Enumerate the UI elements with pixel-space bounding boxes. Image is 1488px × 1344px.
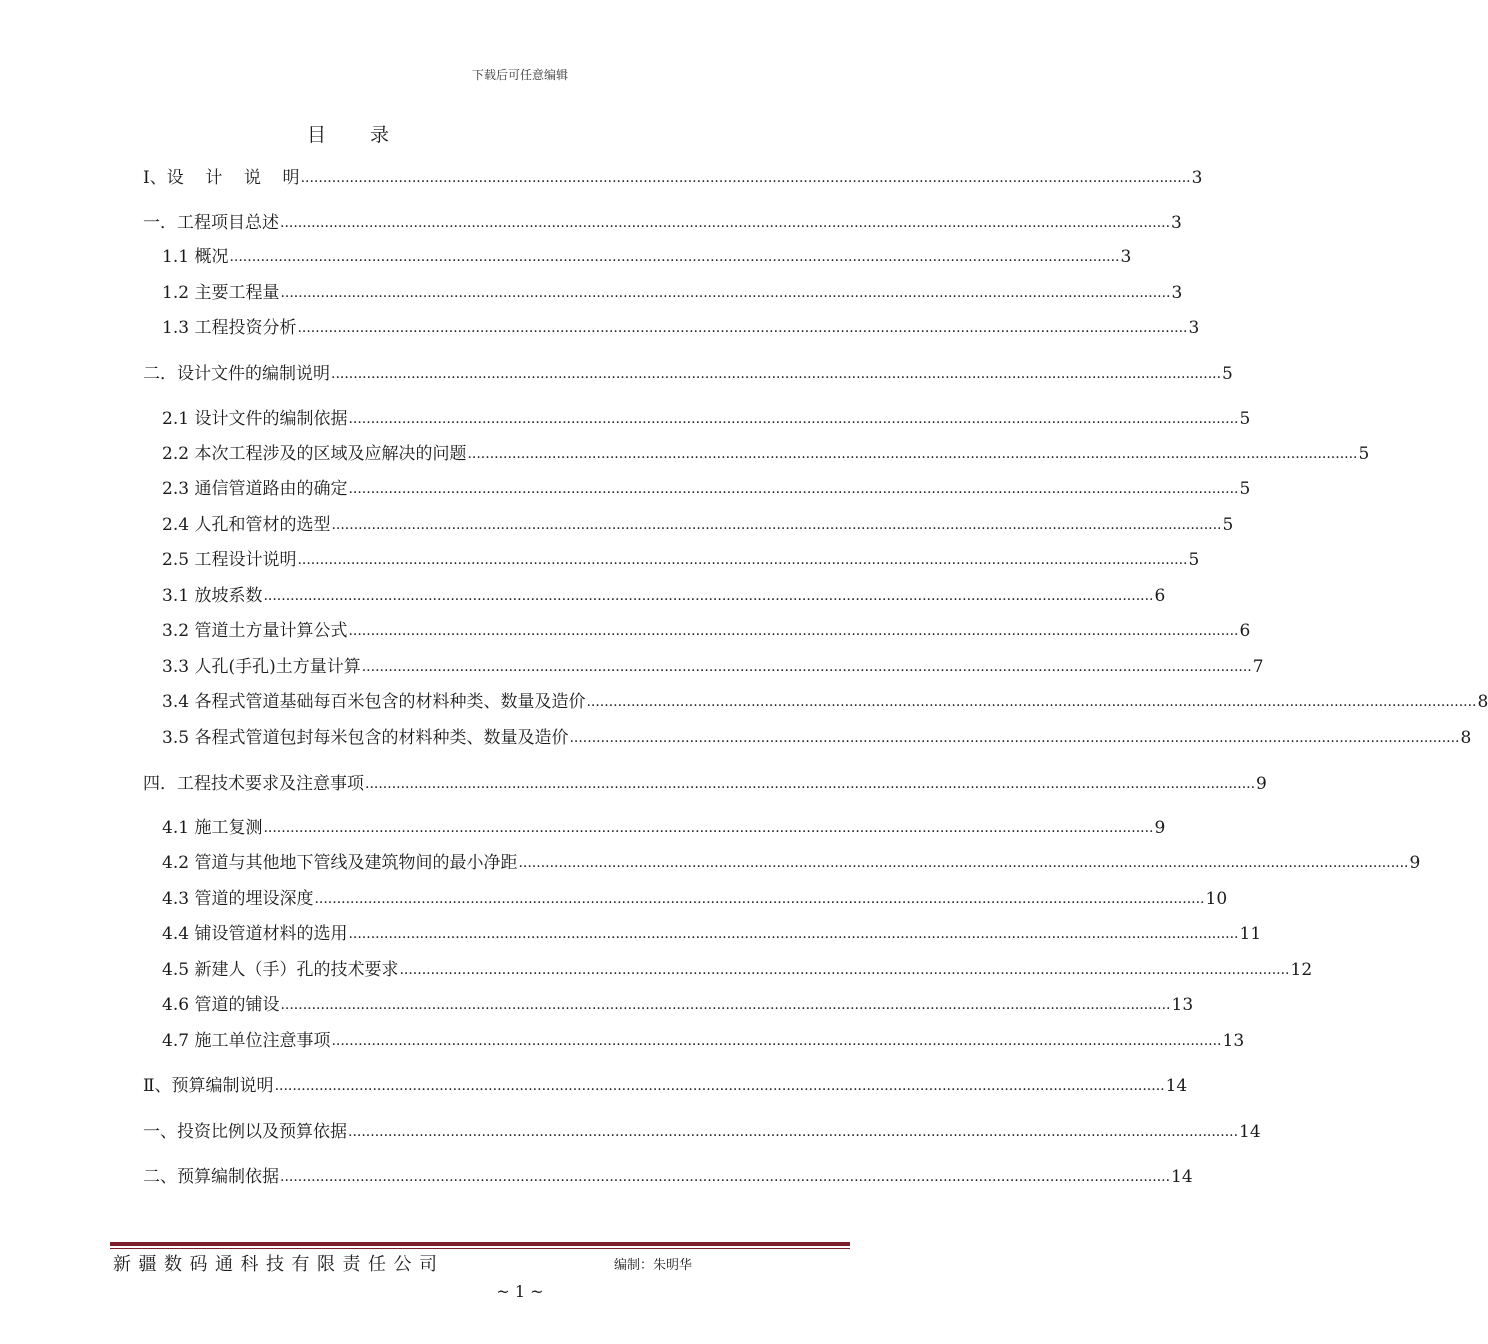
toc-entry-page: 12 xyxy=(1290,960,1313,980)
toc-entry[interactable] xyxy=(162,688,1488,712)
toc-entry-page: 3 xyxy=(1188,318,1200,338)
toc-entry-label: 3.3 人孔(手孔)土方量计算 xyxy=(162,657,361,677)
toc-entry-page: 6 xyxy=(1154,586,1166,606)
toc-entry-label: 4.1 施工复测 xyxy=(162,818,263,838)
toc-entry-page: 9 xyxy=(1256,774,1267,794)
toc-entry[interactable] xyxy=(143,770,1267,794)
toc-entry[interactable] xyxy=(162,314,1200,338)
toc-entry-page: 14 xyxy=(1239,1122,1261,1142)
toc-leader-dots: ........................................................................................................................................................................................................ xyxy=(331,1033,1222,1049)
toc-leader-dots: ........................................................................................................................................................................................................ xyxy=(586,694,1477,710)
toc-entry[interactable] xyxy=(143,1118,1261,1142)
toc-leader-dots: ........................................................................................................................................................................................................ xyxy=(280,215,1171,231)
toc-entry[interactable] xyxy=(162,653,1264,677)
editor-credit: 编制：朱明华 xyxy=(614,1258,693,1273)
toc-entry[interactable] xyxy=(162,475,1251,499)
company-name: 新疆数码通科技有限责任公司 xyxy=(113,1254,445,1275)
toc-entry[interactable] xyxy=(143,209,1182,233)
toc-entry[interactable] xyxy=(162,956,1313,980)
toc-entry-page: 6 xyxy=(1239,621,1251,641)
toc-entry[interactable] xyxy=(162,920,1262,944)
header-watermark: 下载后可任意编辑 xyxy=(471,68,568,82)
toc-leader-dots: ........................................................................................................................................................................................................ xyxy=(467,446,1358,462)
toc-entry-label: I、设 计 说 明 xyxy=(143,168,300,188)
toc-leader-dots: ........................................................................................................................................................................................................ xyxy=(280,285,1171,301)
toc-entry-label: 4.7 施工单位注意事项 xyxy=(162,1031,331,1051)
toc-leader-dots: ........................................................................................................................................................................................................ xyxy=(348,1124,1239,1140)
toc-entry-label: 4.6 管道的铺设 xyxy=(162,995,280,1015)
toc-entry[interactable] xyxy=(162,546,1200,570)
toc-entry-label: 四．工程技术要求及注意事项 xyxy=(143,774,364,794)
toc-entry-page: 3 xyxy=(1120,247,1132,267)
toc-entry-label: 1.3 工程投资分析 xyxy=(162,318,297,338)
toc-entry[interactable] xyxy=(143,164,1203,188)
toc-entry-label: 二、预算编制依据 xyxy=(143,1167,279,1187)
toc-leader-dots: ........................................................................................................................................................................................................ xyxy=(297,320,1188,336)
toc-leader-dots: ........................................................................................................................................................................................................ xyxy=(569,730,1460,746)
toc-entry-page: 5 xyxy=(1239,409,1251,429)
toc-entry-page: 9 xyxy=(1154,818,1166,838)
toc-entry[interactable] xyxy=(162,440,1370,464)
toc-entry-label: 1.1 概况 xyxy=(162,247,229,267)
toc-entry[interactable] xyxy=(162,849,1421,873)
toc-leader-dots: ........................................................................................................................................................................................................ xyxy=(361,659,1252,675)
toc-entry-page: 9 xyxy=(1409,853,1421,873)
toc-entry-label: 3.4 各程式管道基础每百米包含的材料种类、数量及造价 xyxy=(162,692,586,712)
toc-leader-dots: ........................................................................................................................................................................................................ xyxy=(263,588,1154,604)
toc-entry[interactable] xyxy=(162,991,1194,1015)
toc-leader-dots: ........................................................................................................................................................................................................ xyxy=(365,776,1256,792)
toc-entry-page: 7 xyxy=(1252,657,1264,677)
toc-leader-dots: ........................................................................................................................................................................................................ xyxy=(348,623,1239,639)
toc-entry-page: 8 xyxy=(1477,692,1488,712)
toc-entry-label: 3.1 放坡系数 xyxy=(162,586,263,606)
toc-leader-dots: ........................................................................................................................................................................................................ xyxy=(314,891,1205,907)
toc-leader-dots: ........................................................................................................................................................................................................ xyxy=(297,552,1188,568)
toc-leader-dots: ........................................................................................................................................................................................................ xyxy=(280,997,1171,1013)
toc-leader-dots: ........................................................................................................................................................................................................ xyxy=(331,366,1222,382)
toc-entry-page: 5 xyxy=(1222,515,1234,535)
toc-leader-dots: ........................................................................................................................................................................................................ xyxy=(229,249,1120,265)
toc-entry[interactable] xyxy=(162,885,1228,909)
toc-entry-label: 2.5 工程设计说明 xyxy=(162,550,297,570)
toc-entry-page: 3 xyxy=(1191,168,1203,188)
toc-entry-label: 4.5 新建人（手）孔的技术要求 xyxy=(162,960,399,980)
toc-entry[interactable] xyxy=(143,1163,1193,1187)
toc-entry-page: 13 xyxy=(1171,995,1194,1015)
toc-entry-label: 4.2 管道与其他地下管线及建筑物间的最小净距 xyxy=(162,853,518,873)
toc-entry-label: 2.2 本次工程涉及的区域及应解决的问题 xyxy=(162,444,467,464)
footer-rule xyxy=(110,1242,850,1246)
page-number: ~ 1 ~ xyxy=(496,1282,544,1301)
toc-leader-dots: ........................................................................................................................................................................................................ xyxy=(300,170,1191,186)
toc-entry[interactable] xyxy=(143,360,1233,384)
toc-title: 目录 xyxy=(306,124,433,146)
toc-entry-label: 2.1 设计文件的编制依据 xyxy=(162,409,348,429)
toc-leader-dots: ........................................................................................................................................................................................................ xyxy=(263,820,1154,836)
toc-entry[interactable] xyxy=(162,617,1251,641)
toc-entry-page: 10 xyxy=(1205,889,1228,909)
toc-entry-label: 3.5 各程式管道包封每米包含的材料种类、数量及造价 xyxy=(162,728,569,748)
toc-entry-label: 2.3 通信管道路由的确定 xyxy=(162,479,348,499)
toc-entry-label: 一．工程项目总述 xyxy=(143,213,279,233)
toc-leader-dots: ........................................................................................................................................................................................................ xyxy=(280,1169,1171,1185)
toc-leader-dots: ........................................................................................................................................................................................................ xyxy=(348,481,1239,497)
toc-entry-label: 1.2 主要工程量 xyxy=(162,283,280,303)
toc-leader-dots: ........................................................................................................................................................................................................ xyxy=(348,411,1239,427)
toc-leader-dots: ........................................................................................................................................................................................................ xyxy=(399,962,1290,978)
toc-entry-page: 5 xyxy=(1239,479,1251,499)
toc-entry-label: 二．设计文件的编制说明 xyxy=(143,364,330,384)
toc-entry[interactable] xyxy=(162,814,1166,838)
toc-entry-label: 3.2 管道土方量计算公式 xyxy=(162,621,348,641)
toc-leader-dots: ........................................................................................................................................................................................................ xyxy=(274,1078,1165,1094)
toc-entry-label: Ⅱ、预算编制说明 xyxy=(143,1076,274,1096)
toc-entry-page: 3 xyxy=(1171,283,1183,303)
toc-entry-page: 5 xyxy=(1222,364,1233,384)
toc-entry-page: 3 xyxy=(1171,213,1182,233)
toc-entry[interactable] xyxy=(162,243,1132,267)
toc-entry-page: 5 xyxy=(1188,550,1200,570)
toc-entry[interactable] xyxy=(162,724,1472,748)
toc-leader-dots: ........................................................................................................................................................................................................ xyxy=(518,855,1409,871)
footer-rule-thin xyxy=(110,1248,850,1249)
toc-leader-dots: ........................................................................................................................................................................................................ xyxy=(331,517,1222,533)
toc-entry-label: 4.4 铺设管道材料的选用 xyxy=(162,924,348,944)
toc-entry-page: 13 xyxy=(1222,1031,1245,1051)
toc-entry[interactable] xyxy=(143,1072,1188,1096)
toc-entry[interactable] xyxy=(162,279,1183,303)
toc-entry-page: 5 xyxy=(1358,444,1370,464)
toc-entry[interactable] xyxy=(162,582,1166,606)
toc-entry-label: 2.4 人孔和管材的选型 xyxy=(162,515,331,535)
toc-entry-page: 11 xyxy=(1239,924,1262,944)
toc-entry[interactable] xyxy=(162,1027,1245,1051)
toc-entry-page: 8 xyxy=(1460,728,1472,748)
toc-entry-page: 14 xyxy=(1171,1167,1193,1187)
toc-entry-label: 4.3 管道的埋设深度 xyxy=(162,889,314,909)
toc-entry-label: 一、投资比例以及预算依据 xyxy=(143,1122,347,1142)
toc-entry[interactable] xyxy=(162,405,1251,429)
toc-entry[interactable] xyxy=(162,511,1234,535)
toc-entry-page: 14 xyxy=(1165,1076,1188,1096)
toc-leader-dots: ........................................................................................................................................................................................................ xyxy=(348,926,1239,942)
